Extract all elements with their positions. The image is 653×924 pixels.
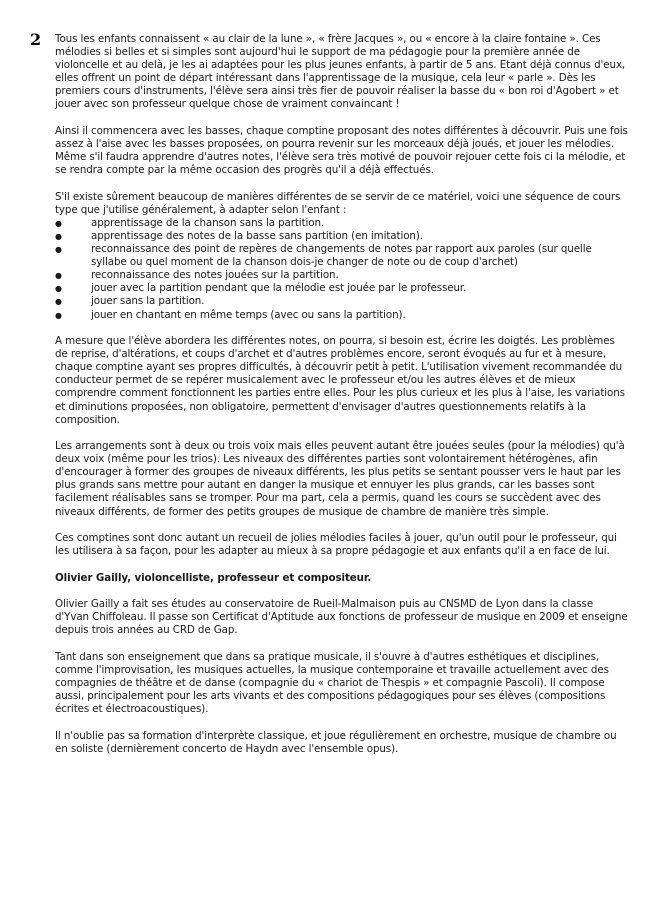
list-item: ● jouer en chantant en même temps (avec ou sans la partition).: [55, 309, 630, 322]
intro-paragraph-3: S'il existe sûrement beaucoup de manières différentes de se servir de ce matériel, voici une séquence de cours type que j'utilise généralement, à adapter selon l'enfant :: [55, 190, 621, 216]
list-item: ● jouer avec la partition pendant que la mélodie est jouée par le professeur.: [55, 282, 630, 295]
lesson-sequence-list: [55, 217, 630, 322]
body-paragraph-4: A mesure que l'élève abordera les différentes notes, on pourra, si besoin est, écrire les doigtés. Les problèmes de reprise, d'altérations, et coups d'archet et d'autres problèmes encore, seront évoqués au fur et à mesure, chaque comptine ayant ses propres difficultés, à découvrir petit à petit. L'utilisation vivement recommandée du conducteur permet de se repérer musicalement avec le professeur et/ou les autres élèves et de mieux comprendre comment fonctionnent les parties entre elles. Pour les plus curieux et les plus à l'aise, les variations et diminutions proposées, non obligatoire, permettent d'envisager d'autres questionnements relatifs à la composition.: [55, 335, 625, 426]
list-item: ● apprentissage des notes de la basse sans partition (en imitation).: [55, 230, 630, 243]
bio-paragraph-2: Tant dans son enseignement que dans sa pratique musicale, il s'ouvre à d'autres esthétiques et disciplines, comme l'improvisation, les musiques actuelles, la musique contemporaine et travaille actuellement avec des compagnies de théâtre et de danse (compagnie du « chariot de Thespis » et compagnie Pascoli). Il compose aussi, principalement pour les arts vivants et des compositions pédagogiques pour ses élèves (compositions écrites et électroacoustiques).: [55, 650, 609, 716]
body-paragraph-5: Les arrangements sont à deux ou trois voix mais elles peuvent autant être jouées seules (pour la mélodies) qu'à deux voix (même pour les trios). Les niveaux des différentes parties sont volontairement hétérogènes, afin d'encourager à former des groupes de niveaux différents, les plus petits se sentant pousser vers le haut par les plus grands sans mettre pour autant en danger la musique et ennuyer les plus grands, car les basses sont facilement réalisables sans se tromper. Pour ma part, cela a permis, quand les cours se succèdent avec des niveaux différents, de former des petits groupes de musique de chambre de manière très simple.: [55, 440, 625, 518]
page-number: 2: [30, 30, 42, 49]
document-body: [55, 33, 630, 769]
intro-paragraph-2: Ainsi il commencera avec les basses, chaque comptine proposant des notes différentes à découvrir. Puis une fois assez à l'aise avec les basses proposées, on pourra revenir sur les morceaux déjà joués, et jouer les mélodies. Même s'il faudra apprendre d'autres notes, l'élève sera très motivé de pouvoir rejouer cette fois ci la mélodie, et se rendra compte par la même occasion des progrès qu'il a déjà effectués.: [55, 124, 628, 177]
intro-paragraph-1: Tous les enfants connaissent « au clair de la lune », « frère Jacques », ou « encore à la claire fontaine ». Ces mélodies si belles et si simples sont aujourd'hui le support de ma pédagogie pour la première année de violoncelle et au delà, je les ai adaptées pour les plus jeunes enfants, à partir de 5 ans. Etant déjà connus d'eux, elles offrent un point de départ intéressant dans l'apprentissage de la musique, cela leur « parle ». Dès les premiers cours d'instruments, l'élève sera ainsi très fier de pouvoir réaliser la basse du « bon roi d'Agobert » et jouer avec son professeur quelque chose de vraiment convaincant !: [55, 33, 626, 111]
list-item: ● apprentissage de la chanson sans la partition.: [55, 217, 630, 230]
body-paragraph-6: Ces comptines sont donc autant un recueil de jolies mélodies faciles à jouer, qu'un outil pour le professeur, qui les utilisera à sa façon, pour les adapter au mieux à sa propre pédagogie et aux enfants qu'il a en face de lui.: [55, 532, 617, 558]
list-item: ● reconnaissance des point de repères de changements de notes par rapport aux paroles (sur quelle syllabe ou quel moment de la chanson dois-je changer de note ou de coup d'archet): [55, 243, 630, 269]
bio-paragraph-1: Olivier Gailly a fait ses études au conservatoire de Rueil-Malmaison puis au CNSMD de Lyon dans la classe d'Yvan Chiffoleau. Il passe son Certificat d'Aptitude aux fonctions de professeur de musique en 2009 et enseigne depuis trois années au CRD de Gap.: [55, 598, 628, 637]
list-item: ● reconnaissance des notes jouées sur la partition.: [55, 269, 630, 282]
bio-heading: Olivier Gailly, violoncelliste, professeur et compositeur.: [55, 571, 372, 584]
bio-paragraph-3: Il n'oublie pas sa formation d'interprète classique, et joue régulièrement en orchestre, musique de chambre ou en soliste (dernièrement concerto de Haydn avec l'ensemble opus).: [55, 729, 617, 755]
list-item: ● jouer sans la partition.: [55, 295, 630, 308]
